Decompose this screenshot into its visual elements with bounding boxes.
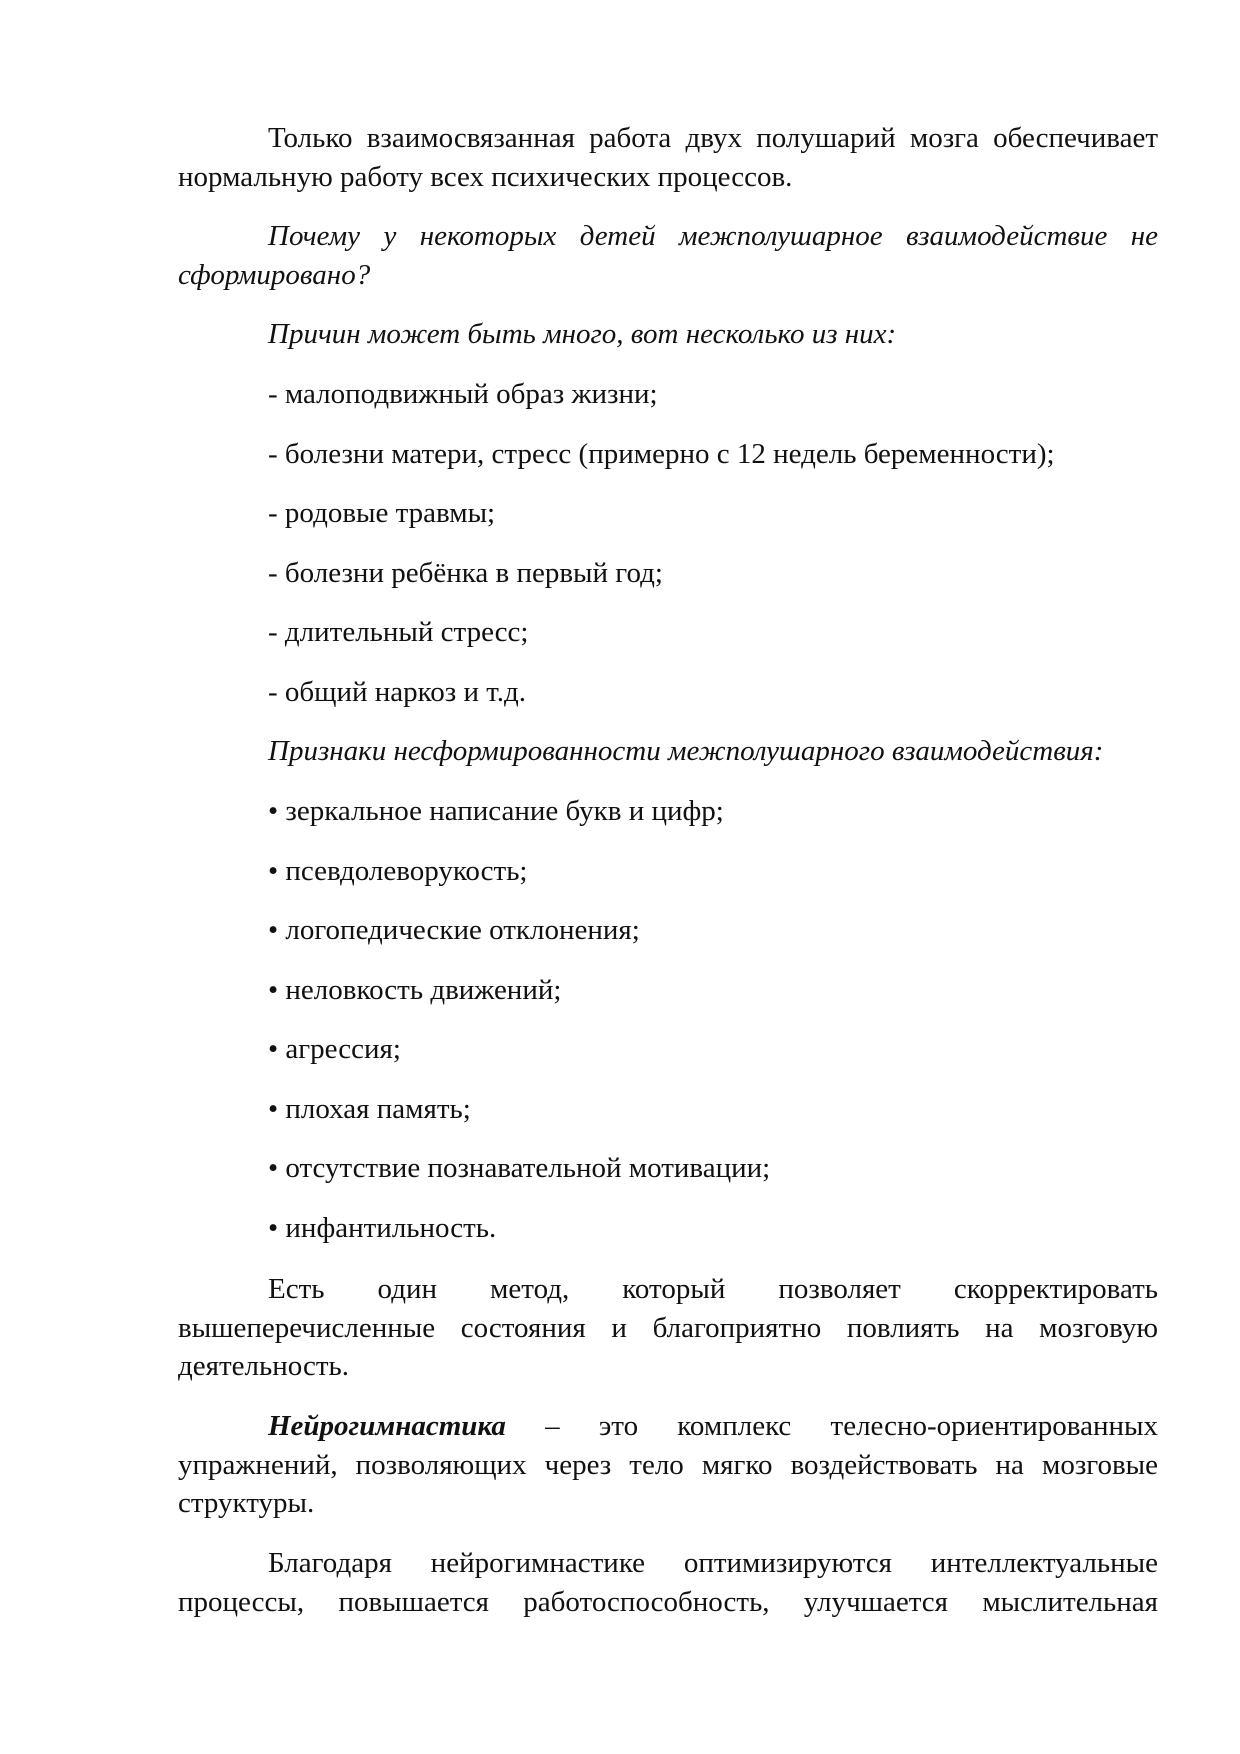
list-item: • инфантильность. — [268, 1211, 497, 1244]
text-line: сформировано? — [178, 258, 371, 291]
list-item: • логопедические отклонения; — [268, 914, 640, 946]
text-line — [178, 1407, 1158, 1446]
list-item: • агрессия; — [268, 1033, 401, 1065]
causes-list — [178, 375, 1240, 711]
list-item: • псевдолеворукость; — [268, 854, 528, 887]
list-item: • неловкость движений; — [268, 973, 562, 1006]
signs-list — [178, 792, 1240, 1247]
text-line: процессы, повышается работоспособность, улучшается мыслительная — [178, 1585, 1158, 1618]
text-line: структуры. — [178, 1487, 315, 1519]
list-item: • плохая память; — [268, 1092, 471, 1125]
text-line: Только взаимосвязанная работа двух полушарий мозга обеспечивает — [268, 122, 1158, 154]
list-item: - длительный стресс; — [268, 616, 529, 648]
text-line: деятельность. — [178, 1350, 349, 1382]
list-item: - болезни матери, стресс (примерно с 12 недель беременности); — [268, 437, 1055, 470]
heading-text: Причин может быть много, вот несколько из них: — [268, 318, 897, 350]
paragraph-intro — [178, 119, 1158, 196]
list-item: • отсутствие познавательной мотивации; — [268, 1152, 771, 1184]
text-line: вышеперечисленные состояния и благоприятно повлиять на мозговую — [178, 1311, 1158, 1344]
list-item: - родовые травмы; — [268, 497, 496, 529]
heading-text: Признаки несформированности межполушарного взаимодействия: — [268, 735, 1104, 767]
causes-heading — [178, 315, 1240, 354]
definition-paragraph — [178, 1407, 1158, 1523]
benefits-paragraph — [178, 1544, 1158, 1621]
term-bold: Нейрогимнастика — [268, 1410, 506, 1442]
text-line: Благодаря нейрогимнастике оптимизируются интеллектуальные — [268, 1547, 1158, 1579]
list-item: - общий наркоз и т.д. — [268, 675, 527, 708]
question-paragraph — [178, 217, 1158, 294]
list-item: - болезни ребёнка в первый год; — [268, 556, 663, 589]
list-item: - малоподвижный образ жизни; — [268, 378, 658, 410]
text-line: нормальную работу всех психических процессов. — [178, 160, 793, 193]
signs-heading — [178, 732, 1240, 771]
text-line: Почему у некоторых детей межполушарное взаимодействие не — [268, 220, 1158, 252]
text-line: упражнений, позволяющих через тело мягко воздействовать на мозговые — [178, 1448, 1158, 1481]
method-paragraph — [178, 1270, 1158, 1386]
list-item: • зеркальное написание букв и цифр; — [268, 795, 724, 827]
text-span: – это комплекс телесно-ориентированных — [505, 1410, 1158, 1442]
text-line: Есть один метод, который позволяет скорректировать — [268, 1273, 1158, 1305]
